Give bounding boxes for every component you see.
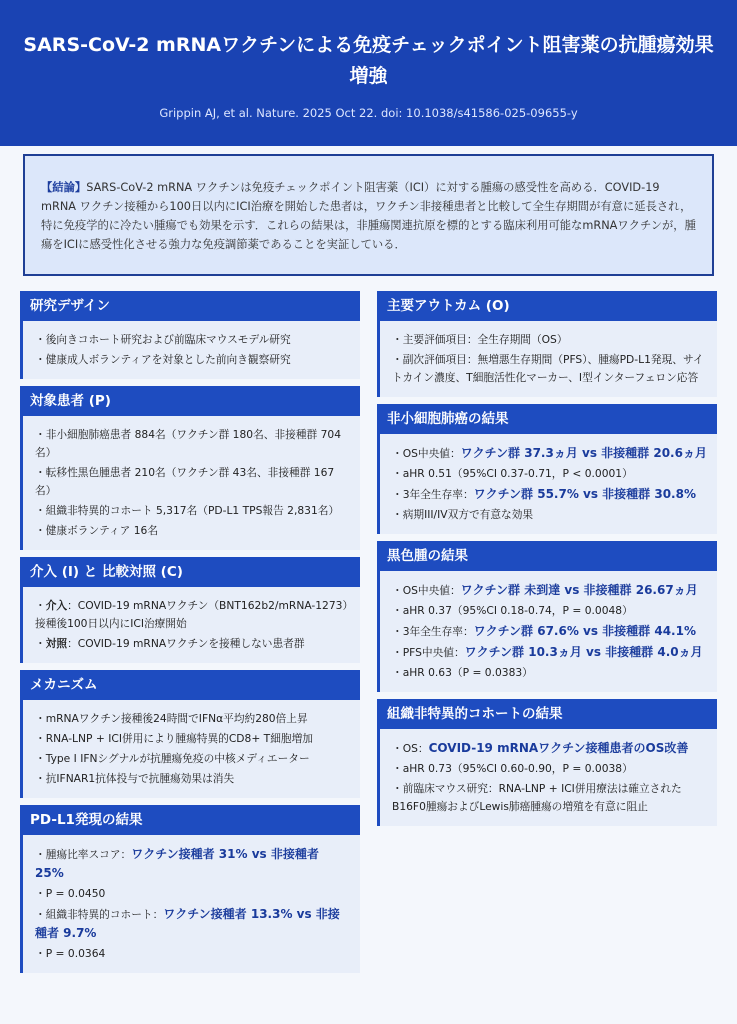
- intervention-text: ：COVID-19 mRNAワクチン（BNT162b2/mRNA-1273）接種後100日以内にICI治療開始: [35, 599, 348, 630]
- section-heading: 黒色腫の結果: [377, 541, 717, 571]
- list-item: ・ 健康ボランティア 16名: [35, 522, 350, 540]
- list-item: [392, 643, 707, 662]
- mechanism-section: [20, 670, 360, 798]
- tissue-value: ワクチン接種者 13.3% vs 非接種者 9.7%: [35, 907, 340, 940]
- survival-3y-label: 3年全生存率：: [402, 488, 474, 501]
- section-heading: 非小細胞肺癌の結果: [377, 404, 717, 434]
- section-heading: 組織非特異的コホートの結果: [377, 699, 717, 729]
- conclusion-label: 【結論】: [41, 181, 87, 194]
- conclusion-box: [23, 154, 714, 276]
- list-item: ・ RNA-LNP + ICI併用により腫瘍特異的CD8+ T細胞増加: [35, 730, 350, 748]
- os-value: COVID-19 mRNAワクチン接種患者のOS改善: [428, 741, 689, 755]
- pfs-label: PFS中央値：: [402, 646, 465, 659]
- section-body: [20, 835, 360, 973]
- list-item: [392, 444, 707, 463]
- section-heading: 研究デザイン: [20, 291, 360, 321]
- section-heading: PD-L1発現の結果: [20, 805, 360, 835]
- list-item: ・ aHR 0.51（95%CI 0.37-0.71，P < 0.0001）: [392, 465, 707, 483]
- list-item: [392, 485, 707, 504]
- list-item: [35, 845, 350, 883]
- list-item: ・ 抗IFNAR1抗体投与で抗腫瘍効果は消失: [35, 770, 350, 788]
- conclusion-text: SARS-CoV-2 mRNA ワクチンは免疫チェックポイント阻害薬（ICI）に対する腫瘍の感受性を高める．COVID-19 mRNA ワクチン接種から100日以内にICI治療を開始した患者は，ワクチン非接種患者と比較して全生存期間が有意に延長され，特に免疫学的に冷たい腫瘍でも効果を示す．これらの結果は，非腫瘍関連抗原を標的とする臨床利用可能なmRNAワクチンが，腫瘍をICIに感受性化させる強力な免疫調節薬であることを実証している．: [41, 181, 696, 251]
- study-design-section: [20, 291, 360, 379]
- list-item: ・ 病期III/IV双方で有意な効果: [392, 506, 707, 524]
- list-item: ・ aHR 0.73（95%CI 0.60-0.90，P = 0.0038）: [392, 760, 707, 778]
- tps-value: ワクチン接種者 31% vs 非接種者 25%: [35, 847, 319, 880]
- control-label: 対照: [45, 637, 68, 650]
- page-title: SARS-CoV-2 mRNAワクチンによる免疫チェックポイント阻害薬の抗腫瘍効果増強: [23, 34, 714, 87]
- section-body: [377, 434, 717, 534]
- intervention-label: 介入: [45, 599, 68, 612]
- list-item: ・ 副次評価項目：無増悪生存期間（PFS）、腫瘍PD-L1発現、サイトカイン濃度、T細胞活性化マーカー、I型インターフェロン応答: [392, 351, 707, 387]
- nsclc-section: [377, 404, 717, 534]
- survival-3y-value: ワクチン群 67.6% vs 非接種群 44.1%: [473, 624, 696, 638]
- section-body: [20, 416, 360, 550]
- section-body: [377, 321, 717, 397]
- citation: Grippin AJ, et al. Nature. 2025 Oct 22. doi: 10.1038/s41586-025-09655-y: [159, 106, 578, 120]
- section-heading: 主要アウトカム (O): [377, 291, 717, 321]
- left-column: [20, 291, 360, 980]
- list-item: ・ 健康成人ボランティアを対象とした前向き観察研究: [35, 351, 350, 369]
- control-text: ：COVID-19 mRNAワクチンを接種しない患者群: [67, 637, 305, 650]
- os-label: OS中央値：: [402, 584, 461, 597]
- list-item: ・ 前臨床マウス研究：RNA-LNP + ICI併用療法は確立されたB16F0腫瘍およびLewis肺癌腫瘍の増殖を有意に阻止: [392, 780, 707, 816]
- section-heading: 介入 (I) と 比較対照 (C): [20, 557, 360, 587]
- tissue-agnostic-section: [377, 699, 717, 826]
- list-item: ・ 組織非特異的コホート 5,317名（PD-L1 TPS報告 2,831名）: [35, 502, 350, 520]
- pfs-value: ワクチン群 10.3ヵ月 vs 非接種群 4.0ヵ月: [464, 645, 703, 659]
- list-item: [35, 597, 350, 633]
- header-banner: [0, 0, 737, 146]
- right-column: [377, 291, 717, 833]
- section-body: [20, 700, 360, 798]
- section-heading: メカニズム: [20, 670, 360, 700]
- section-body: [377, 571, 717, 692]
- outcomes-section: [377, 291, 717, 397]
- os-label: OS中央値：: [402, 447, 461, 460]
- tps-label: 腫瘍比率スコア：: [45, 848, 132, 861]
- survival-3y-label: 3年全生存率：: [402, 625, 474, 638]
- list-item: [392, 581, 707, 600]
- survival-3y-value: ワクチン群 55.7% vs 非接種群 30.8%: [473, 487, 696, 501]
- section-body: [377, 729, 717, 826]
- list-item: ・ 転移性黒色腫患者 210名（ワクチン群 43名、非接種群 167名）: [35, 464, 350, 500]
- list-item: ・ aHR 0.63（P = 0.0383）: [392, 664, 707, 682]
- list-item: [392, 622, 707, 641]
- list-item: ・ 後向きコホート研究および前臨床マウスモデル研究: [35, 331, 350, 349]
- melanoma-section: [377, 541, 717, 692]
- list-item: ・ mRNAワクチン接種後24時間でIFNα平均約280倍上昇: [35, 710, 350, 728]
- os-value: ワクチン群 37.3ヵ月 vs 非接種群 20.6ヵ月: [460, 446, 707, 460]
- intervention-section: [20, 557, 360, 663]
- os-value: ワクチン群 未到達 vs 非接種群 26.67ヵ月: [460, 583, 698, 597]
- list-item: ・ Type I IFNシグナルが抗腫瘍免疫の中核メディエーター: [35, 750, 350, 768]
- section-heading: 対象患者 (P): [20, 386, 360, 416]
- section-body: [20, 587, 360, 663]
- list-item: [392, 739, 707, 758]
- section-body: [20, 321, 360, 379]
- pdl1-section: [20, 805, 360, 973]
- patients-section: [20, 386, 360, 550]
- list-item: ・ 主要評価項目：全生存期間（OS）: [392, 331, 707, 349]
- list-item: [35, 635, 350, 653]
- list-item: ・ aHR 0.37（95%CI 0.18-0.74，P = 0.0048）: [392, 602, 707, 620]
- os-label: OS：: [402, 742, 429, 755]
- list-item: [35, 905, 350, 943]
- list-item: ・ P = 0.0364: [35, 945, 350, 963]
- list-item: ・ 非小細胞肺癌患者 884名（ワクチン群 180名、非接種群 704名）: [35, 426, 350, 462]
- list-item: ・ P = 0.0450: [35, 885, 350, 903]
- tissue-label: 組織非特異的コホート：: [45, 908, 164, 921]
